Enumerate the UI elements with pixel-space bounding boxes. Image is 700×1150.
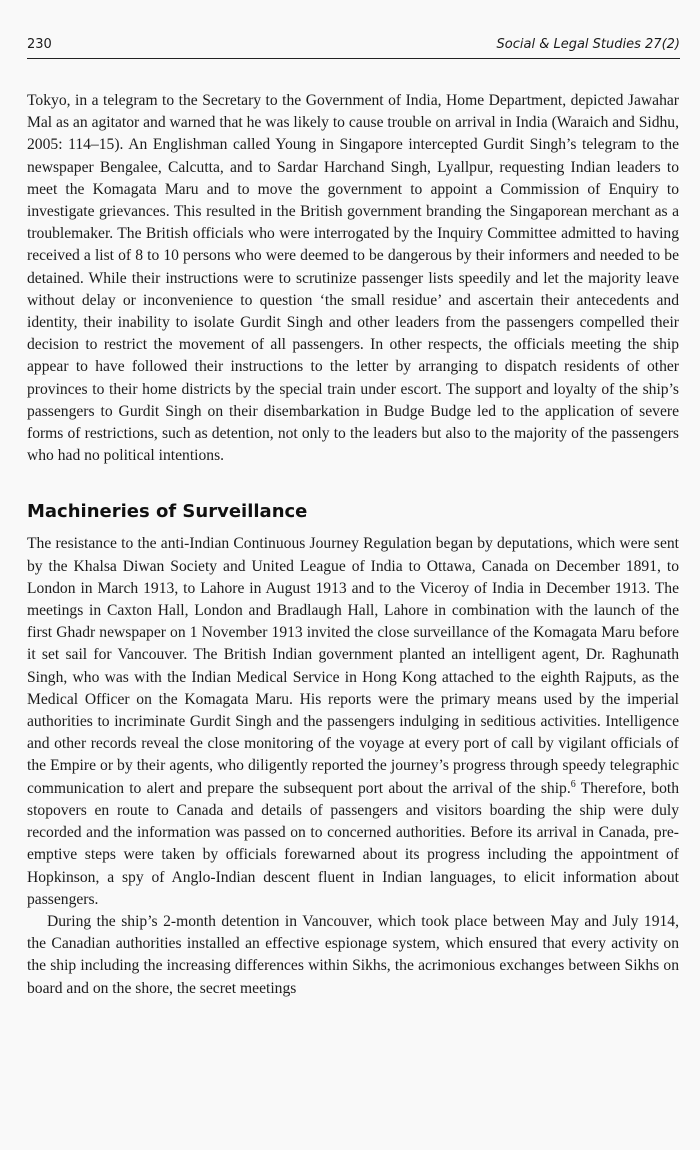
paragraph-3: During the ship’s 2-month detention in Vancouver, which took place between May and July 1914, the Canadian authorities installed an effective espionage system, which ensured that every activity on the ship including the increasing differences within Sikhs, the acrimonious exchanges between Sikhs on board and on the shore, the secret meetings <box>27 912 679 997</box>
running-header <box>27 36 680 59</box>
journal-title: Social & Legal Studies 27(2) <box>496 37 680 52</box>
paragraph-2-text-continued: Therefore, both stopovers en route to Canada and details of passengers and visitors boarding the ship were duly recorded and the information was passed on to concerned authorities. Before its arrival in Canada, pre-emptive steps were taken by officials forewarned about its progress including the appointment of Hopkinson, a spy of Anglo-Indian descent fluent in Indian languages, to elicit information about passengers. <box>27 779 679 908</box>
paragraph-2 <box>27 533 679 910</box>
footnote-marker[interactable]: 6 <box>570 778 576 790</box>
paragraph-2-text: The resistance to the anti-Indian Continuous Journey Regulation began by deputations, which were sent by the Khalsa Diwan Society and United League of India to Ottawa, Canada on December 1891, to London in March 1913, to Lahore in August 1913 and to the Viceroy of India in December 1913. The meetings in Caxton Hall, London and Bradlaugh Hall, Lahore in combination with the launch of the first Ghadr newspaper on 1 November 1913 invited the close surveillance of the Komagata Maru before it set sail for Vancouver. The British Indian government planted an intelligent agent, Dr. Raghunath Singh, who was with the Indian Medical Service in Hong Kong attached to the eighth Rajputs, as the Medical Officer on the Komagata Maru. His reports were the primary means used by the imperial authorities to incriminate Gurdit Singh and the passengers indulging in seditious activities. Intelligence and other records reveal the close monitoring of the voyage at every port of call by vigilant officials of the Empire or by their agents, who diligently reported the journey’s progress through speedy telegraphic communication to alert and prepare the subsequent port about the arrival of the ship. <box>27 535 679 797</box>
article-body <box>27 90 679 1000</box>
section-heading: Machineries of Surveillance <box>27 501 308 523</box>
page-number: 230 <box>27 37 52 52</box>
paragraph-1: Tokyo, in a telegram to the Secretary to the Government of India, Home Department, depicted Jawahar Mal as an agitator and warned that he was likely to cause trouble on arrival in India (Waraich and Sidhu, 2005: 114–15). An Englishman called Young in Singapore intercepted Gurdit Singh’s telegram to the newspaper Bengalee, Calcutta, and to Sardar Harchand Singh, Lyallpur, requesting Indian leaders to meet the Komagata Maru and to move the government to appoint a Commission of Enquiry to investigate grievances. This resulted in the British government branding the Singaporean merchant as a troublemaker. The British officials who were interrogated by the Inquiry Committee admitted to having received a list of 8 to 10 persons who were deemed to be dangerous by their informers and needed to be detained. While their instructions were to scrutinize passenger lists speedily and let the majority leave without delay or inconvenience to question ‘the small residue’ and ascertain their antecedents and identity, their inability to isolate Gurdit Singh and other leaders from the passengers compelled their decision to restrict the movement of all passengers. In other respects, the officials meeting the ship appear to have followed their instructions to the letter by arranging to dispatch residents of other provinces to their home districts by the special train under escort. The support and loyalty of the ship’s passengers to Gurdit Singh on their disembarkation in Budge Budge led to the application of severe forms of restrictions, such as detention, not only to the leaders but also to the majority of the passengers who had no political intentions. <box>27 92 679 465</box>
